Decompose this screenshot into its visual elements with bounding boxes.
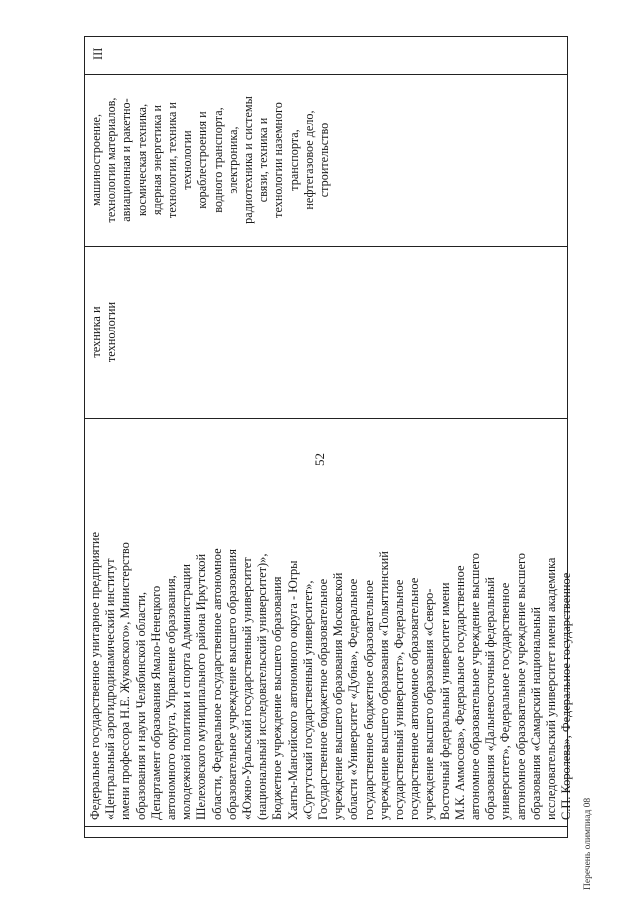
- organizer-line: Восточный федеральный университет имени: [437, 582, 452, 820]
- organizer-line: Ханты-Мансийского автономного округа - Югры: [285, 560, 300, 820]
- organizer-line: государственное бюджетное образовательное: [361, 580, 376, 820]
- organizers-cell: [85, 418, 574, 827]
- organizer-line: учреждение высшего образования «Северо-: [422, 588, 437, 820]
- specialization-line: электроника,: [225, 126, 240, 194]
- specialization-line: технологии материалов,: [104, 97, 119, 223]
- specialization-line: радиотехника и системы: [241, 96, 256, 224]
- organizer-line: имени профессора Н.Е. Жуковского», Министерство: [118, 542, 133, 820]
- specialization-line: кораблестроения и: [195, 111, 210, 209]
- organizer-line: Шелеховского муниципального района Иркутской: [194, 553, 209, 820]
- organizer-line: исследовательский университет имени академика: [544, 557, 559, 820]
- organizer-line: (национальный исследовательский университет)»,: [255, 553, 270, 820]
- organizer-line: М.К. Аммосова», Федеральное государственное: [452, 565, 467, 820]
- organizer-line: области, Федеральное государственное автономное: [209, 548, 224, 820]
- organizer-line: автономное образовательное учреждение высшего: [468, 553, 483, 820]
- organizers-text: [85, 418, 575, 826]
- specialization-cell: [85, 74, 567, 247]
- organizer-line: образования и науки Челябинской области,: [133, 592, 148, 820]
- field-line: техника и: [89, 306, 103, 358]
- specialization-line: нефтегазовое дело,: [301, 110, 316, 210]
- level-value: III: [91, 47, 105, 60]
- organizer-line: Государственное бюджетное образовательное: [316, 578, 331, 820]
- organizer-line: государственный университет», Федеральное: [392, 579, 407, 820]
- organizer-line: Департамент образования Ямало-Ненецкого: [148, 585, 163, 820]
- specialization-line: транспорта,: [286, 129, 301, 191]
- specialization-line: технологии наземного: [271, 102, 286, 218]
- organizer-line: университет», Федеральное государственное: [498, 582, 513, 820]
- specialization-line: космическая техника,: [134, 103, 149, 217]
- level-cell: [85, 34, 567, 75]
- specialization-line: технологии: [180, 130, 195, 190]
- specialization-text: [85, 74, 332, 246]
- organizer-line: молодежной политики и спорта Администрации: [179, 564, 194, 820]
- table-blank-column: [85, 827, 567, 837]
- organizer-line: учреждение высшего образования «Тольяттинский: [376, 551, 391, 820]
- organizer-line: образовательное учреждение высшего образования: [224, 549, 239, 820]
- specialization-line: авиационная и ракетно-: [119, 98, 134, 222]
- organizer-line: автономного округа, Управление образования,: [164, 575, 179, 820]
- specialization-line: технологии, техника и: [165, 102, 180, 218]
- specialization-line: ядерная энергетика и: [149, 105, 164, 215]
- field-cell: [85, 246, 567, 419]
- organizer-line: «Центральный аэрогидродинамический институт: [103, 558, 118, 820]
- organizer-line: автономное образовательное учреждение высшего: [513, 553, 528, 820]
- organizer-line: образования «Самарский национальный: [528, 607, 543, 820]
- footer-note: Перечень олимпиад 08: [583, 797, 593, 890]
- olympiad-table: [84, 36, 574, 838]
- specialization-line: строительство: [317, 122, 332, 198]
- organizer-line: «Южно-Уральский государственный университет: [240, 557, 255, 820]
- field-text: [85, 246, 119, 418]
- organizer-line: «Сургутский государственный университет»,: [300, 580, 315, 820]
- page-number: 52: [312, 453, 327, 466]
- specialization-line: машиностроение,: [89, 114, 103, 206]
- organizer-line: учреждение высшего образования Московской: [331, 572, 346, 820]
- organizer-line: области «Университет «Дубна», Федеральное: [346, 578, 361, 820]
- specialization-line: водного транспорта,: [210, 107, 225, 213]
- organizer-line: С.П. Королева», Федеральное государственное: [559, 572, 574, 820]
- organizer-line: государственное автономное образовательное: [407, 577, 422, 820]
- organizer-line: Бюджетное учреждение высшего образования: [270, 576, 285, 820]
- organizer-line: образования «Дальневосточный федеральный: [483, 577, 498, 820]
- organizer-line: Федеральное государственное унитарное предприятие: [88, 531, 102, 820]
- specialization-line: связи, техника и: [256, 117, 271, 203]
- field-line: технологии: [104, 301, 118, 363]
